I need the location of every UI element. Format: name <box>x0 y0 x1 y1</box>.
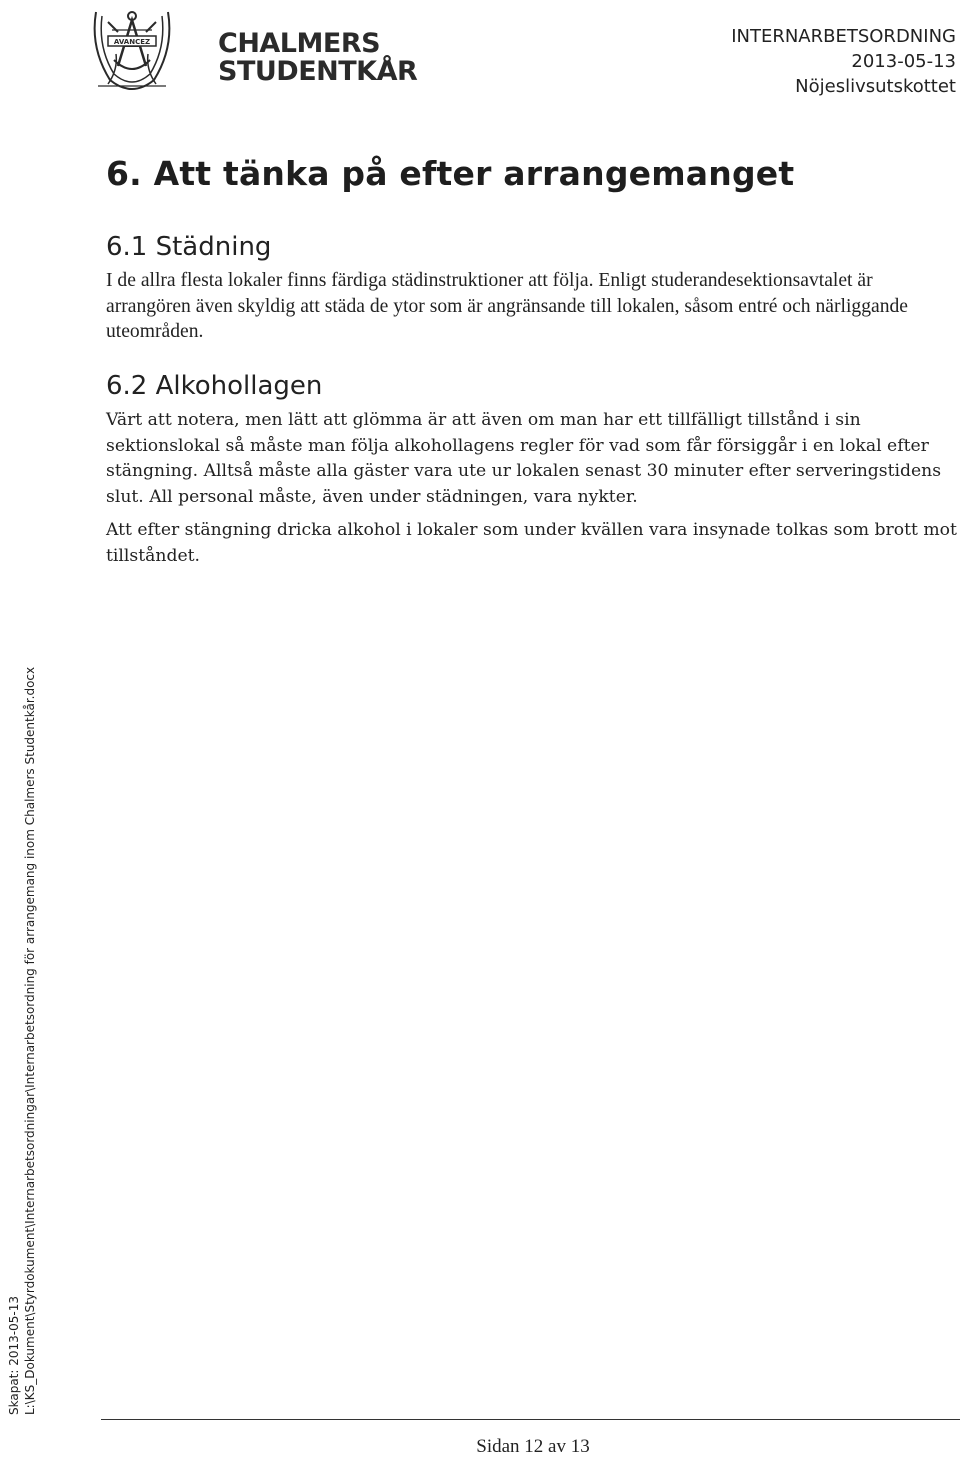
document-committee: Nöjeslivsutskottet <box>795 76 956 97</box>
document-type: INTERNARBETSORDNING <box>731 26 956 47</box>
cleaning-paragraph: I de allra flesta lokaler finns färdiga städinstruktioner att följa. Enligt studerandesektionsavtalet är arrangören även skyldig att städa de ytor som är angränsande till lokalen, såsom entré och närliggande uteområden. <box>106 270 908 342</box>
alcohol-law-paragraph-2: Att efter stängning dricka alkohol i lokaler som under kvällen vara insynade tolkas som brott mot tillståndet. <box>106 520 957 566</box>
subsection-title-cleaning: 6.1 Städning <box>106 232 272 262</box>
logo-text-line2: STUDENTKÅR <box>218 56 418 87</box>
page-number: Sidan 12 av 13 <box>476 1436 590 1457</box>
emblem-icon <box>95 12 170 89</box>
logo-text-line1: CHALMERS <box>218 28 381 59</box>
document-sidebar <box>0 666 50 1430</box>
document-meta <box>731 24 956 99</box>
subsection-title-alcohol-law: 6.2 Alkohollagen <box>106 371 323 401</box>
alcohol-law-paragraph-1: Värt att notera, men lätt att glömma är att även om man har ett tillfälligt tillstånd i sin sektionslokal så måste man följa alkohollagens regler för vad som får försiggår i en lokal efter stängning. Alltså måste alla gäster vara ute ur lokalen senast 30 minuter efter serveringstidens slut. All personal måste, även under städningen, vara nykter. <box>106 410 942 508</box>
chalmers-studentkar-logo <box>88 0 418 96</box>
created-date: Skapat: 2013-05-13 <box>7 1296 21 1415</box>
document-date: 2013-05-13 <box>851 51 956 72</box>
footer-divider <box>101 1419 960 1420</box>
logo-emblem-text: AVANCEZ <box>113 38 151 46</box>
file-path: L:\KS_Dokument\Styrdokument\Internarbetsordningar\Internarbetsordning för arrangemang inom Chalmers Studentkår.docx <box>23 666 37 1415</box>
section-title: 6. Att tänka på efter arrangemanget <box>106 154 795 193</box>
